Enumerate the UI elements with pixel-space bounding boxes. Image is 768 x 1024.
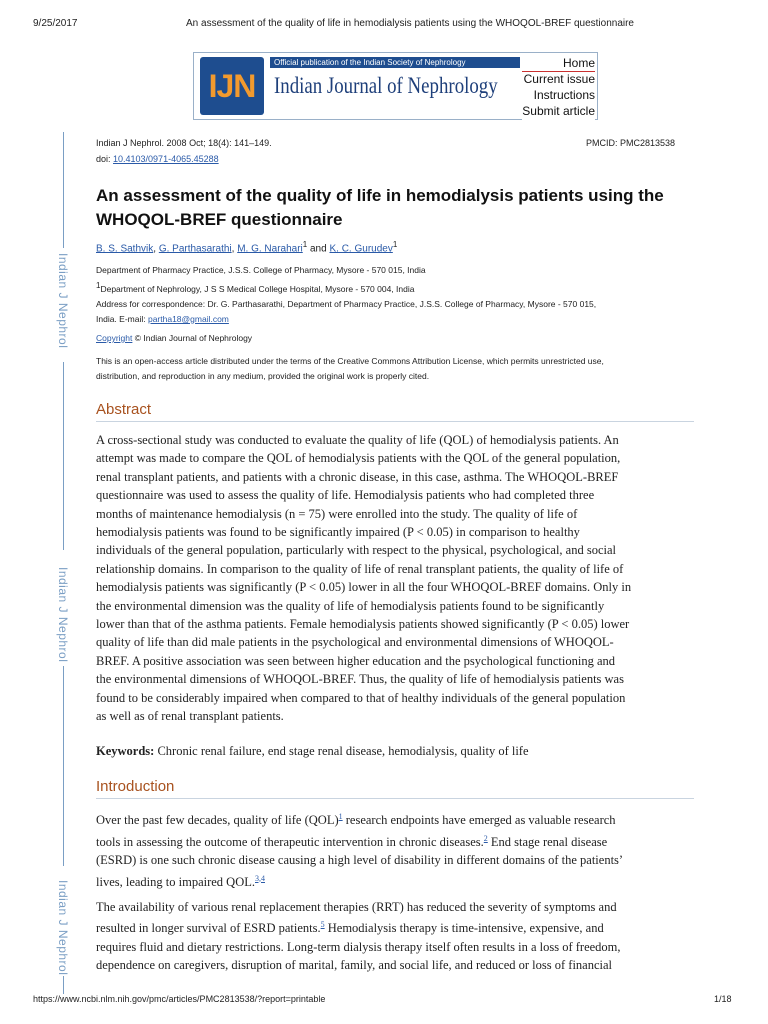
email-line: India. E-mail: partha18@gmail.com [96,313,229,324]
introduction-heading: Introduction [96,778,175,795]
print-doc-title: An assessment of the quality of life in hemodialysis patients using the WHOQOL-BREF questionnaire [186,18,634,29]
ref-link[interactable]: 5 [320,920,325,930]
print-date: 9/25/2017 [33,18,78,29]
email-link[interactable]: partha18@gmail.com [147,313,229,324]
author-link[interactable]: K. C. Gurudev [329,243,393,255]
side-label: Indian J Nephrol [56,880,70,976]
pmcid: PMCID: PMC2813538 [586,138,676,148]
doi-link[interactable]: 10.4103/0971-4065.45288 [113,154,219,164]
side-rule [63,132,64,248]
journal-logo: IJN [200,57,264,115]
author-link[interactable]: M. G. Narahari [237,243,303,255]
nav-current-issue-link[interactable]: Current issue [523,72,595,86]
print-url: https://www.ncbi.nlm.nih.gov/pmc/articles/PMC2813538/?report=printable [33,994,326,1004]
side-label: Indian J Nephrol [56,567,70,663]
author-link[interactable]: G. Parthasarathi [158,243,232,255]
keywords-label: Keywords: [96,744,155,758]
journal-banner [193,52,598,120]
page-number: 1/18 [714,994,732,1004]
license-text: This is an open-access article distributed under the terms of the Creative Commons Attribution License, which permits unrestricted use, distribution, and reproduction in any medium, provided the original work is properly cited. [96,356,604,381]
side-label: Indian J Nephrol [56,253,70,349]
copyright-link[interactable]: Copyright [96,333,133,343]
section-rule [96,798,694,799]
correspondence: Address for correspondence: Dr. G. Parthasarathi, Department of Pharmacy Practice, J.S.S. College of Pharmacy, Mysore - 570 015, [96,298,597,309]
citation-ref: Indian J Nephrol. 2008 Oct; 18(4): 141–149. [96,138,272,148]
author-link[interactable]: B. S. Sathvik [96,243,154,255]
side-rule [63,362,64,550]
keywords: Keywords: Chronic renal failure, end stage renal disease, hemodialysis, quality of life [96,744,529,758]
doi-label: doi: [96,154,114,164]
ref-link[interactable]: 1 [338,812,343,821]
side-rule [63,976,64,996]
article-title: An assessment of the quality of life in hemodialysis patients using the WHOQOL-BREF questionnaire [96,186,664,229]
ref-link[interactable]: 3,4 [255,873,265,883]
nav-instructions-link[interactable]: Instructions [522,88,595,104]
copyright-line: Copyright © Indian Journal of Nephrology [96,333,253,343]
nav-home-link[interactable]: Home [522,56,595,72]
author-list: B. S. Sathvik, G. Parthasarathi, M. G. Narahari$^1$ and K. C. Gurudev$^1$ [96,240,398,255]
abstract-body: A cross-sectional study was conducted to evaluate the quality of life (QOL) of hemodialysis patients. An attempt was made to compare the QOL of hemodialysis patients with the QOL of the general population, renal transplant patients, and patients with a chronic disease, in this case, asthma. The WHOQOL-BREF questionnaire was used to assess the quality of life. Hemodialysis patients who had completed three months of maintenance hemodialysis (n = 75) were enrolled into the study. The quality of life of hemodialysis patients was found to be significantly impaired (P < 0.05) in comparison to healthy individuals of the general population, particularly with respect to the physical, psychological, and social relationship domains. In comparison to the quality of life of renal transplant patients, the quality of life of hemodialysis patients was significantly (P < 0.05) lower in all the four WHOQOL-BREF domains. Only in the environmental dimension was the quality of life of hemodialysis patients found to be significantly lower than that of the asthma patients. Female hemodialysis patients showed significantly (P < 0.05) lower quality of life than did male patients in the psychological and environmental dimensions of WHOQOL- BREF. A positive association was seen between higher education and the psychological functioning and the environmental dimensions of WHOQOL-BREF. Thus, the quality of life of hemodialysis patients was found to be considerably impaired when compared to that of healthy individuals of the general population as well as of renal transplant patients. [96,433,632,724]
nav-submit-article-link[interactable]: Submit article [522,104,595,118]
intro-paragraph-1: Over the past few decades, quality of life (QOL)$^1$ research endpoints have emerged as valuable research tools in assessing the outcome of therapeutic intervention in chronic diseases.$^2$ End stage renal disease (ESRD) is one such chronic disease causing a high level of disability in different domains of the patients’ lives, leading to impaired QOL.$^{3,4}$ [96,812,624,889]
side-rule [63,666,64,866]
affiliation-2: $^1$Department of Nephrology, J S S Medical College Hospital, Mysore - 570 004, India [96,281,415,294]
journal-name: Indian Journal of Nephrology [274,73,498,98]
section-rule [96,421,694,422]
banner-nav [522,56,595,120]
affiliations [96,263,706,327]
abstract-heading: Abstract [96,401,152,418]
intro-paragraph-2: The availability of various renal replacement therapies (RRT) has reduced the severity of symptoms and resulted in longer survival of ESRD patients.$^5$ Hemodialysis therapy is time-intensive, expensive, and requires fluid and dietary restrictions. Long-term dialysis therapy itself often results in a loss of freedom, dependence on caregivers, disruption of marital, family, and social life, and reduced or loss of financial [96,900,621,973]
doi-line [96,154,219,164]
banner-tagline: Official publication of the Indian Society of Nephrology [270,57,520,68]
ref-link[interactable]: 2 [483,833,488,843]
affiliation-1: Department of Pharmacy Practice, J.S.S. College of Pharmacy, Mysore - 570 015, India [96,265,426,275]
